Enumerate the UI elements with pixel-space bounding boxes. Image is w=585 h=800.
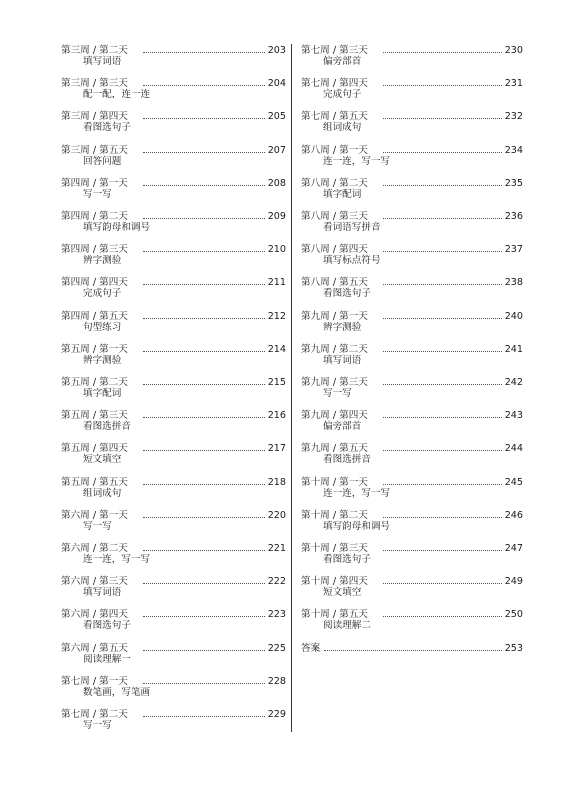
toc-entry-label: 第七周 / 第二天 [61,709,128,720]
toc-entry-heading [61,675,286,687]
toc-entry[interactable] [301,476,523,506]
toc-entry[interactable] [61,310,286,340]
toc-entry-page: 231 [504,78,523,90]
dot-leader [143,210,265,219]
toc-entry-subtitle: 辨字测验 [323,321,362,333]
toc-entry-subtitle: 看图选句子 [83,620,131,632]
dot-leader [383,376,502,385]
toc-entry-subtitle: 看图选拼音 [83,421,131,433]
toc-entry-page: 228 [267,675,286,687]
toc-entry-label: 第九周 / 第三天 [301,377,368,388]
dot-leader [143,343,265,352]
dot-leader [383,476,502,485]
toc-entry-label: 第九周 / 第四天 [301,410,368,422]
toc-entry-page: 204 [267,78,286,90]
dot-leader [143,376,265,385]
toc-entry-subtitle: 连一连，写一写 [323,487,391,499]
toc-entry-heading [301,276,523,288]
toc-entry-subtitle: 连一连，写一写 [323,155,391,167]
toc-entry-heading [61,210,286,222]
toc-entry-heading [61,243,286,255]
toc-entry[interactable] [61,77,286,107]
toc-entry-page: 236 [504,211,523,222]
toc-entry[interactable] [61,642,286,672]
dot-leader [143,177,265,186]
toc-entry-label: 答案 [301,642,321,654]
dot-leader [383,608,502,617]
toc-entry-label: 第三周 / 第五天 [61,144,128,156]
toc-entry-page: 210 [267,244,286,256]
toc-entry-page: 223 [267,609,286,621]
toc-entry-label: 第十周 / 第三天 [301,543,368,554]
toc-entry-heading [61,77,286,89]
toc-entry[interactable] [301,243,523,273]
toc-entry-subtitle: 看词语写拼音 [323,222,381,233]
dot-leader [383,276,502,285]
toc-entry[interactable] [61,608,286,638]
toc-entry-subtitle: 写一写 [83,720,112,731]
toc-entry-heading [301,575,523,587]
dot-leader [143,44,265,53]
toc-entry[interactable] [301,144,523,174]
toc-entry-heading [61,642,286,654]
toc-entry-subtitle: 偏旁部首 [323,421,362,433]
toc-entry-page: 229 [267,709,286,720]
toc-entry-label: 第七周 / 第一天 [61,675,128,687]
toc-entry-subtitle: 填写标点符号 [323,255,381,267]
toc-entry-subtitle: 写一写 [83,188,112,200]
toc-entry-label: 第八周 / 第四天 [301,244,368,256]
toc-entry-label: 第八周 / 第二天 [301,177,368,189]
toc-entry-page: 245 [504,476,523,488]
toc-entry-label: 第六周 / 第五天 [61,642,128,654]
dot-leader [143,708,265,717]
toc-entry-subtitle: 写一写 [323,388,352,399]
toc-entry[interactable] [301,77,523,107]
toc-entry-subtitle: 句型练习 [83,321,122,333]
toc-entry-subtitle: 填写词语 [83,56,122,67]
toc-entry-subtitle: 组词成句 [83,487,122,499]
dot-leader [143,144,265,153]
toc-entry-label: 第四周 / 第三天 [61,244,128,256]
toc-entry-label: 第五周 / 第四天 [61,443,128,455]
toc-entry-label: 第七周 / 第五天 [301,111,368,123]
toc-entry-page: 209 [267,211,286,222]
toc-entry-label: 第八周 / 第三天 [301,211,368,222]
toc-entry-heading [61,144,286,156]
toc-entry-subtitle: 填字配词 [83,388,122,399]
dot-leader [143,509,265,518]
toc-entry-subtitle: 填写韵母和调号 [83,222,151,233]
toc-entry-heading [301,144,523,156]
toc-entry-page: 249 [504,576,523,588]
dot-leader [143,675,265,684]
toc-entry-page: 222 [267,576,286,588]
toc-entry-heading [61,575,286,587]
toc-entry-label: 第九周 / 第一天 [301,310,368,322]
toc-entry[interactable] [301,409,523,439]
toc-entry-heading [61,442,286,454]
toc-entry[interactable] [301,276,523,306]
toc-entry-heading [301,243,523,255]
dot-leader [383,77,502,86]
toc-entry-page: 221 [267,543,286,554]
toc-entry[interactable] [61,575,286,605]
toc-entry-page: 235 [504,177,523,189]
toc-entry-heading [61,509,286,521]
toc-entry-heading [301,608,523,620]
toc-entry-subtitle: 填写韵母和调号 [323,520,391,532]
toc-entry-heading [61,310,286,322]
dot-leader [383,177,502,186]
toc-entry-page: 220 [267,509,286,521]
toc-entry-heading [301,376,523,388]
toc-entry-label: 第五周 / 第二天 [61,377,128,388]
toc-entry-heading [301,343,523,355]
toc-entry-label: 第四周 / 第二天 [61,211,128,222]
toc-entry-subtitle: 填写词语 [83,587,122,599]
column-divider [291,44,292,732]
toc-entry-label: 第三周 / 第三天 [61,78,128,90]
dot-leader [143,276,265,285]
dot-leader [143,642,265,651]
dot-leader [143,409,265,418]
toc-entry-heading [301,77,523,89]
toc-entry-subtitle: 回答问题 [83,155,122,167]
toc-entry-label: 第六周 / 第三天 [61,576,128,588]
toc-entry-page: 238 [504,277,523,289]
toc-entry-subtitle: 看图选句子 [323,288,371,300]
toc-entry[interactable] [61,343,286,373]
toc-entry[interactable] [61,409,286,439]
toc-entry-label: 第八周 / 第一天 [301,144,368,156]
toc-entry-page: 215 [267,377,286,388]
toc-entry[interactable] [301,509,523,539]
dot-leader [324,642,502,651]
toc-entry-label: 第六周 / 第四天 [61,609,128,621]
toc-entry-page: 207 [267,144,286,156]
toc-entry-heading [301,177,523,189]
toc-entry-heading [301,44,523,56]
toc-entry[interactable] [301,442,523,472]
toc-entry-heading [61,409,286,421]
dot-leader [143,542,265,551]
dot-leader [383,144,502,153]
dot-leader [143,77,265,86]
dot-leader [143,310,265,319]
toc-entry[interactable] [301,310,523,340]
dot-leader [383,442,502,451]
dot-leader [383,210,502,219]
toc-entry[interactable] [61,509,286,539]
toc-entry[interactable] [61,542,286,572]
toc-entry-heading [61,177,286,189]
toc-entry-label: 第三周 / 第二天 [61,45,128,56]
toc-entry-subtitle: 组词成句 [323,122,362,134]
toc-entry-label: 第九周 / 第二天 [301,343,368,355]
toc-entry-subtitle: 短文填空 [83,454,122,466]
toc-entry[interactable] [61,144,286,174]
dot-leader [383,343,502,352]
toc-entry[interactable] [61,708,286,738]
dot-leader [383,575,502,584]
toc-entry-heading [61,276,286,288]
toc-entry[interactable] [301,177,523,207]
toc-entry-subtitle: 填写词语 [323,354,362,366]
toc-entry-heading [301,442,523,454]
toc-entry-subtitle: 辨字测验 [83,255,122,267]
toc-entry-subtitle: 阅读理解一 [83,653,131,665]
toc-entry-subtitle: 数笔画，写笔画 [83,686,151,698]
toc-entry-page: 217 [267,443,286,455]
dot-leader [143,110,265,119]
toc-entry-heading [301,476,523,488]
toc-entry-subtitle: 看图选句子 [323,554,371,565]
dot-leader [143,442,265,451]
toc-entry-label: 第六周 / 第二天 [61,543,128,554]
toc-entry-subtitle: 偏旁部首 [323,56,362,67]
toc-entry[interactable] [61,110,286,140]
dot-leader [383,509,502,518]
toc-entry-label: 第九周 / 第五天 [301,443,368,455]
toc-entry-page: 241 [504,343,523,355]
toc-entry[interactable] [301,210,523,240]
toc-entry-label: 第六周 / 第一天 [61,509,128,521]
toc-entry-page: 253 [504,642,523,654]
toc-entry-label: 第五周 / 第五天 [61,476,128,488]
toc-entry-label: 第三周 / 第四天 [61,111,128,123]
toc-entry-label: 第四周 / 第一天 [61,177,128,189]
toc-entry-page: 230 [504,45,523,56]
toc-entry-subtitle: 阅读理解二 [323,620,371,632]
toc-entry[interactable] [61,210,286,240]
toc-entry-heading [61,343,286,355]
toc-entry-label: 第十周 / 第四天 [301,576,368,588]
toc-entry-page: 244 [504,443,523,455]
toc-entry-heading [61,476,286,488]
dot-leader [383,310,502,319]
toc-entry-page: 237 [504,244,523,256]
toc-entry-heading [301,210,523,222]
toc-entry-heading [301,509,523,521]
toc-entry-heading [301,110,523,122]
toc-entry-label: 第五周 / 第一天 [61,343,128,355]
toc-entry-heading [61,110,286,122]
dot-leader [143,608,265,617]
toc-entry-page: 214 [267,343,286,355]
toc-entry[interactable] [301,575,523,605]
dot-leader [383,243,502,252]
toc-entry[interactable] [61,675,286,705]
toc-entry[interactable] [301,343,523,373]
toc-entry-label: 第十周 / 第五天 [301,609,368,621]
toc-entry-subtitle: 写一写 [83,520,112,532]
toc-entry-page: 232 [504,111,523,123]
dot-leader [383,44,502,53]
toc-entry-page: 246 [504,509,523,521]
toc-entry-page: 205 [267,111,286,123]
toc-entry-page: 242 [504,377,523,388]
toc-entry-page: 247 [504,543,523,554]
toc-entry-subtitle: 短文填空 [323,587,362,599]
dot-leader [143,243,265,252]
toc-entry[interactable] [301,376,523,406]
toc-entry-label: 第七周 / 第四天 [301,78,368,90]
toc-entry[interactable] [61,476,286,506]
toc-entry-label: 第四周 / 第四天 [61,277,128,289]
toc-entry-subtitle: 完成句子 [323,89,362,101]
toc-entry[interactable] [301,44,523,74]
toc-entry-subtitle: 看图选句子 [83,122,131,134]
toc-entry-subtitle: 配一配，连一连 [83,89,151,101]
toc-entry-page: 234 [504,144,523,156]
toc-entry-page: 211 [267,277,286,289]
toc-entry-page: 208 [267,177,286,189]
dot-leader [383,409,502,418]
toc-entry-heading [301,542,523,554]
toc-entry-page: 225 [267,642,286,654]
toc-entry-heading [61,708,286,720]
toc-entry-heading [61,542,286,554]
toc-entry-subtitle: 辨字测验 [83,354,122,366]
toc-entry[interactable] [301,608,523,638]
toc-entry[interactable] [301,110,523,140]
toc-entry-heading [61,376,286,388]
toc-entry-page: 243 [504,410,523,422]
toc-entry-page: 212 [267,310,286,322]
toc-entry-page: 240 [504,310,523,322]
toc-entry-label: 第七周 / 第三天 [301,45,368,56]
toc-entry-subtitle: 完成句子 [83,288,122,300]
toc-entry-subtitle: 看图选拼音 [323,454,371,466]
dot-leader [143,575,265,584]
dot-leader [383,110,502,119]
toc-entry[interactable] [61,44,286,74]
toc-entry[interactable] [61,442,286,472]
toc-entry-heading [61,608,286,620]
toc-entry-label: 第五周 / 第三天 [61,410,128,422]
toc-entry[interactable] [61,243,286,273]
toc-entry[interactable] [301,642,523,672]
dot-leader [143,476,265,485]
toc-entry-subtitle: 连一连，写一写 [83,554,151,565]
toc-entry-subtitle: 填字配词 [323,188,362,200]
toc-entry[interactable] [61,376,286,406]
toc-entry[interactable] [61,177,286,207]
toc-entry-label: 第八周 / 第五天 [301,277,368,289]
toc-entry-label: 第十周 / 第一天 [301,476,368,488]
toc-entry-label: 第四周 / 第五天 [61,310,128,322]
toc-entry-heading [301,310,523,322]
toc-entry-heading [301,409,523,421]
toc-entry-page: 216 [267,410,286,422]
toc-entry-page: 250 [504,609,523,621]
toc-entry-heading [301,642,523,654]
toc-entry[interactable] [61,276,286,306]
dot-leader [383,542,502,551]
toc-entry-label: 第十周 / 第二天 [301,509,368,521]
toc-entry-page: 218 [267,476,286,488]
toc-entry[interactable] [301,542,523,572]
toc-entry-heading [61,44,286,56]
toc-entry-page: 203 [267,45,286,56]
